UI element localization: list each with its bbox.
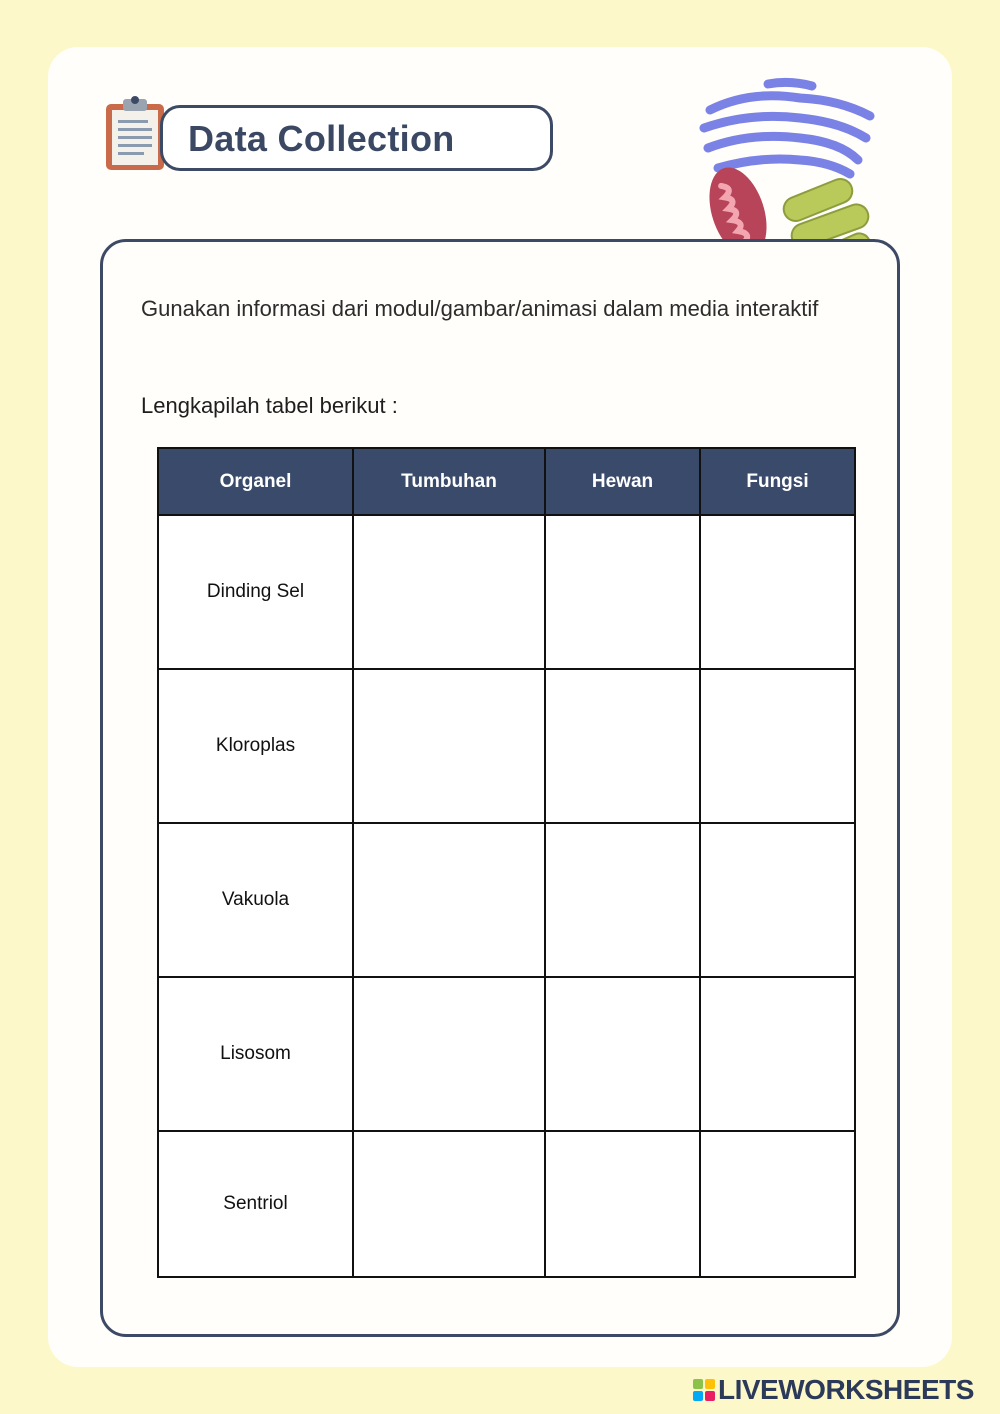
page-title: Data Collection <box>188 118 455 159</box>
organelle-table <box>157 447 856 1278</box>
fungsi-answer-cell[interactable] <box>700 977 855 1131</box>
table-instruction: Lengkapilah tabel berikut : <box>141 393 398 418</box>
hewan-answer-cell[interactable] <box>545 515 700 669</box>
table-row <box>158 823 855 977</box>
table-header-row <box>158 448 855 515</box>
hewan-answer-cell[interactable] <box>545 669 700 823</box>
organel-name-cell: Sentriol <box>158 1131 353 1277</box>
fungsi-answer-cell[interactable] <box>700 1131 855 1277</box>
liveworksheets-logo-icon <box>693 1379 715 1401</box>
fungsi-answer-cell[interactable] <box>700 823 855 977</box>
table-row <box>158 515 855 669</box>
tumbuhan-answer-cell[interactable] <box>353 977 545 1131</box>
brand-name: LIVEWORKSHEETS <box>718 1374 974 1405</box>
hewan-answer-cell[interactable] <box>545 1131 700 1277</box>
tumbuhan-answer-cell[interactable] <box>353 823 545 977</box>
column-header-tumbuhan: Tumbuhan <box>353 448 545 515</box>
instruction-text: Gunakan informasi dari modul/gambar/animasi dalam media interaktif <box>141 296 819 321</box>
organel-name-cell: Lisosom <box>158 977 353 1131</box>
fungsi-answer-cell[interactable] <box>700 669 855 823</box>
golgi-apparatus-icon <box>704 82 870 174</box>
tumbuhan-answer-cell[interactable] <box>353 1131 545 1277</box>
fungsi-answer-cell[interactable] <box>700 515 855 669</box>
table-row <box>158 1131 855 1277</box>
column-header-fungsi: Fungsi <box>700 448 855 515</box>
table-row <box>158 977 855 1131</box>
tumbuhan-answer-cell[interactable] <box>353 669 545 823</box>
tumbuhan-answer-cell[interactable] <box>353 515 545 669</box>
hewan-answer-cell[interactable] <box>545 823 700 977</box>
organel-name-cell: Dinding Sel <box>158 515 353 669</box>
liveworksheets-logo[interactable] <box>693 1374 974 1406</box>
hewan-answer-cell[interactable] <box>545 977 700 1131</box>
organel-name-cell: Kloroplas <box>158 669 353 823</box>
column-header-hewan: Hewan <box>545 448 700 515</box>
organel-name-cell: Vakuola <box>158 823 353 977</box>
column-header-organel: Organel <box>158 448 353 515</box>
clipboard-icon <box>102 94 168 172</box>
table-row <box>158 669 855 823</box>
